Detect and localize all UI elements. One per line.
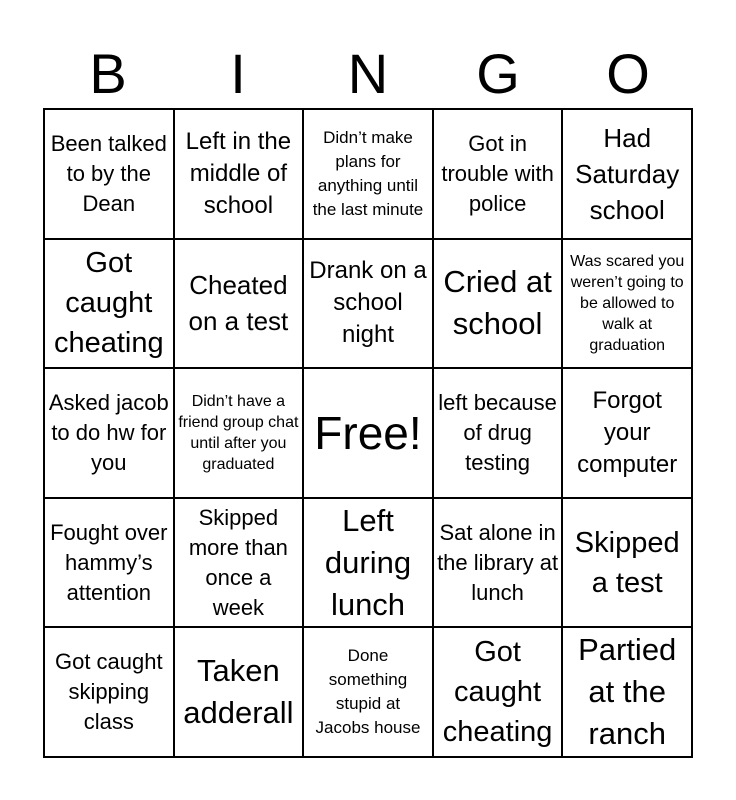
- bingo-cell-text: Left in the middle of school: [185, 127, 292, 219]
- bingo-cell-text: Done something stupid at Jacobs house: [315, 646, 421, 738]
- bingo-cell[interactable]: [44, 368, 174, 498]
- bingo-cell[interactable]: [433, 368, 563, 498]
- bingo-cell[interactable]: [562, 368, 692, 498]
- bingo-cell[interactable]: [174, 109, 304, 239]
- header-letter-b: B: [89, 42, 127, 105]
- bingo-cell[interactable]: [44, 239, 174, 369]
- bingo-cell[interactable]: [174, 239, 304, 369]
- free-space[interactable]: [303, 368, 433, 498]
- bingo-cell-text: Got caught cheating: [442, 636, 553, 749]
- bingo-cell[interactable]: [433, 627, 563, 757]
- bingo-cell-text: Cheated on a test: [188, 270, 289, 337]
- bingo-cell-text: Got caught cheating: [53, 247, 164, 360]
- bingo-cell[interactable]: [433, 109, 563, 239]
- bingo-header: [43, 40, 693, 108]
- bingo-cell-text: Fought over hammy’s attention: [50, 519, 168, 605]
- bingo-cell-text: Didn’t have a friend group chat until after you graduated: [178, 392, 299, 473]
- bingo-cell[interactable]: [562, 239, 692, 369]
- bingo-cell-text: Cried at school: [443, 264, 552, 342]
- bingo-cell-text: Got caught skipping class: [54, 649, 163, 735]
- bingo-cell-text: Skipped more than once a week: [188, 504, 288, 620]
- header-letter-g: G: [476, 42, 520, 105]
- bingo-cell-text: Taken adderall: [183, 653, 294, 731]
- bingo-cell-text: Got in trouble with police: [441, 130, 554, 216]
- bingo-cell-text: Skipped a test: [574, 526, 680, 599]
- bingo-cell[interactable]: [303, 109, 433, 239]
- bingo-cell[interactable]: [44, 498, 174, 628]
- header-letter-o: O: [606, 42, 650, 105]
- bingo-cell[interactable]: [174, 368, 304, 498]
- free-space-text: Free!: [314, 406, 422, 459]
- bingo-cell[interactable]: [303, 627, 433, 757]
- bingo-cell-text: Asked jacob to do hw for you: [48, 389, 169, 475]
- header-letter-n: N: [347, 42, 389, 105]
- bingo-cell-text: Didn’t make plans for anything until the last minute: [312, 127, 424, 219]
- bingo-cell-text: Was scared you weren’t going to be allowed to walk at graduation: [570, 252, 685, 354]
- bingo-cell-text: Sat alone in the library at lunch: [437, 519, 559, 605]
- bingo-cell[interactable]: [174, 498, 304, 628]
- bingo-cell-text: Been talked to by the Dean: [50, 130, 167, 216]
- bingo-cell[interactable]: [562, 498, 692, 628]
- bingo-cell-text: Had Saturday school: [575, 122, 680, 225]
- bingo-cell[interactable]: [562, 109, 692, 239]
- bingo-cell-text: Drank on a school night: [309, 257, 427, 349]
- bingo-cell[interactable]: [303, 239, 433, 369]
- bingo-cell[interactable]: [303, 498, 433, 628]
- bingo-cell[interactable]: [433, 239, 563, 369]
- bingo-board: [43, 108, 693, 758]
- bingo-cell[interactable]: [44, 109, 174, 239]
- bingo-cell[interactable]: [562, 627, 692, 757]
- bingo-cell-text: left because of drug testing: [438, 389, 557, 475]
- bingo-cell[interactable]: [44, 627, 174, 757]
- bingo-cell[interactable]: [174, 627, 304, 757]
- bingo-cell-text: Partied at the ranch: [578, 632, 677, 752]
- bingo-cell-text: Left during lunch: [324, 502, 412, 622]
- bingo-cell-text: Forgot your computer: [577, 386, 678, 478]
- header-letter-i: I: [230, 42, 246, 105]
- bingo-cell[interactable]: [433, 498, 563, 628]
